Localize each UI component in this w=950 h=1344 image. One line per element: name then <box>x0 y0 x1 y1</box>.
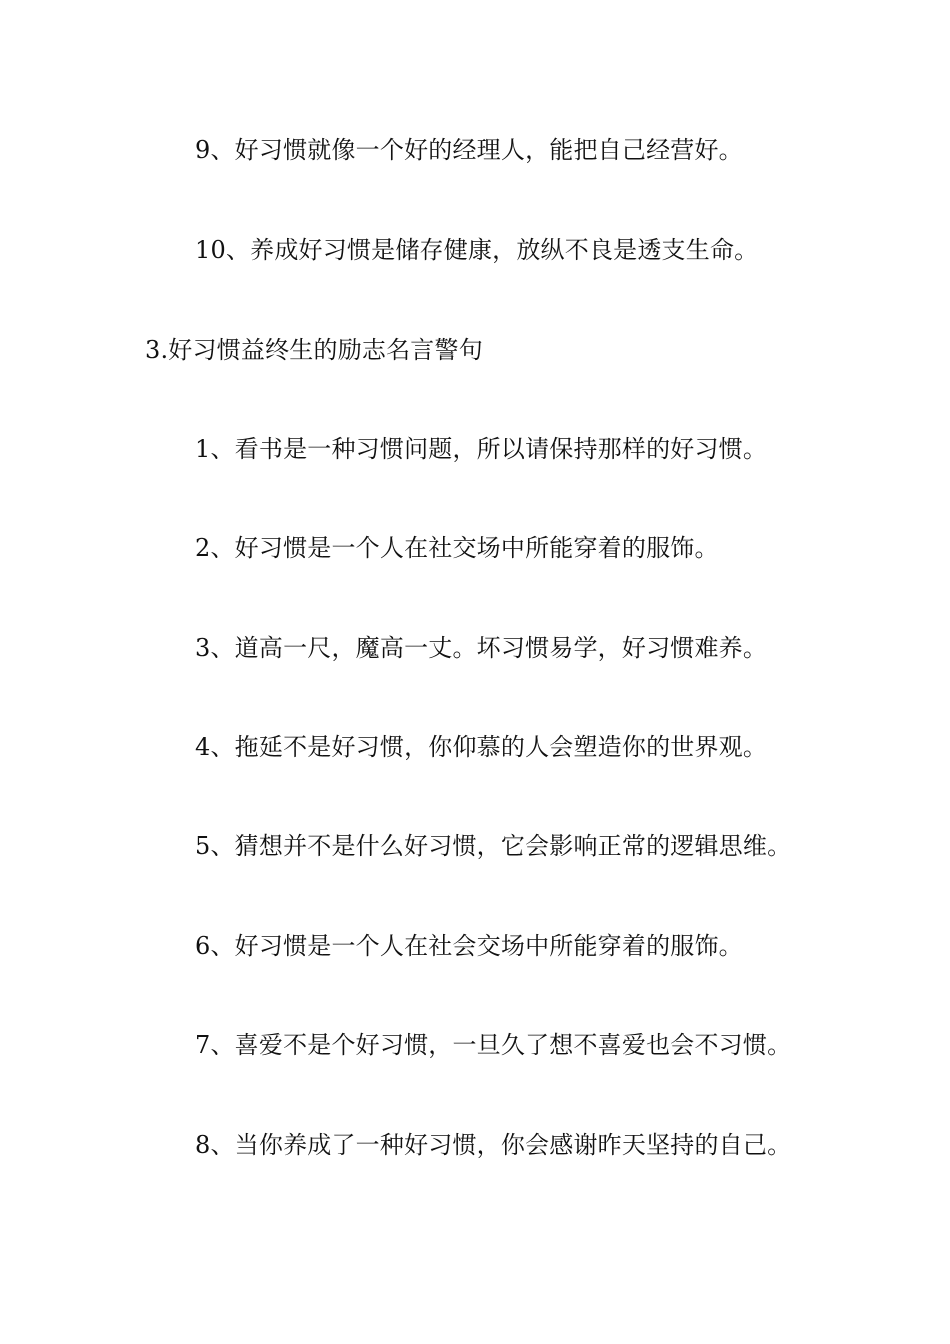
list-item: 10、养成好习惯是储存健康，放纵不良是透支生命。 <box>195 236 759 264</box>
list-item: 4、拖延不是好习惯，你仰慕的人会塑造你的世界观。 <box>195 733 768 761</box>
list-item: 7、喜爱不是个好习惯，一旦久了想不喜爱也会不习惯。 <box>195 1031 792 1059</box>
list-item: 1、看书是一种习惯问题，所以请保持那样的好习惯。 <box>195 435 768 463</box>
list-item: 5、猜想并不是什么好习惯，它会影响正常的逻辑思维。 <box>195 832 792 860</box>
list-item: 3、道高一尺，魔高一丈。坏习惯易学，好习惯难养。 <box>195 634 768 662</box>
list-item: 8、当你养成了一种好习惯，你会感谢昨天坚持的自己。 <box>195 1131 792 1159</box>
list-item: 2、好习惯是一个人在社交场中所能穿着的服饰。 <box>195 534 719 562</box>
list-item: 9、好习惯就像一个好的经理人，能把自己经营好。 <box>195 136 743 164</box>
list-item: 6、好习惯是一个人在社会交场中所能穿着的服饰。 <box>195 932 743 960</box>
section-heading: 3.好习惯益终生的励志名言警句 <box>145 336 483 364</box>
